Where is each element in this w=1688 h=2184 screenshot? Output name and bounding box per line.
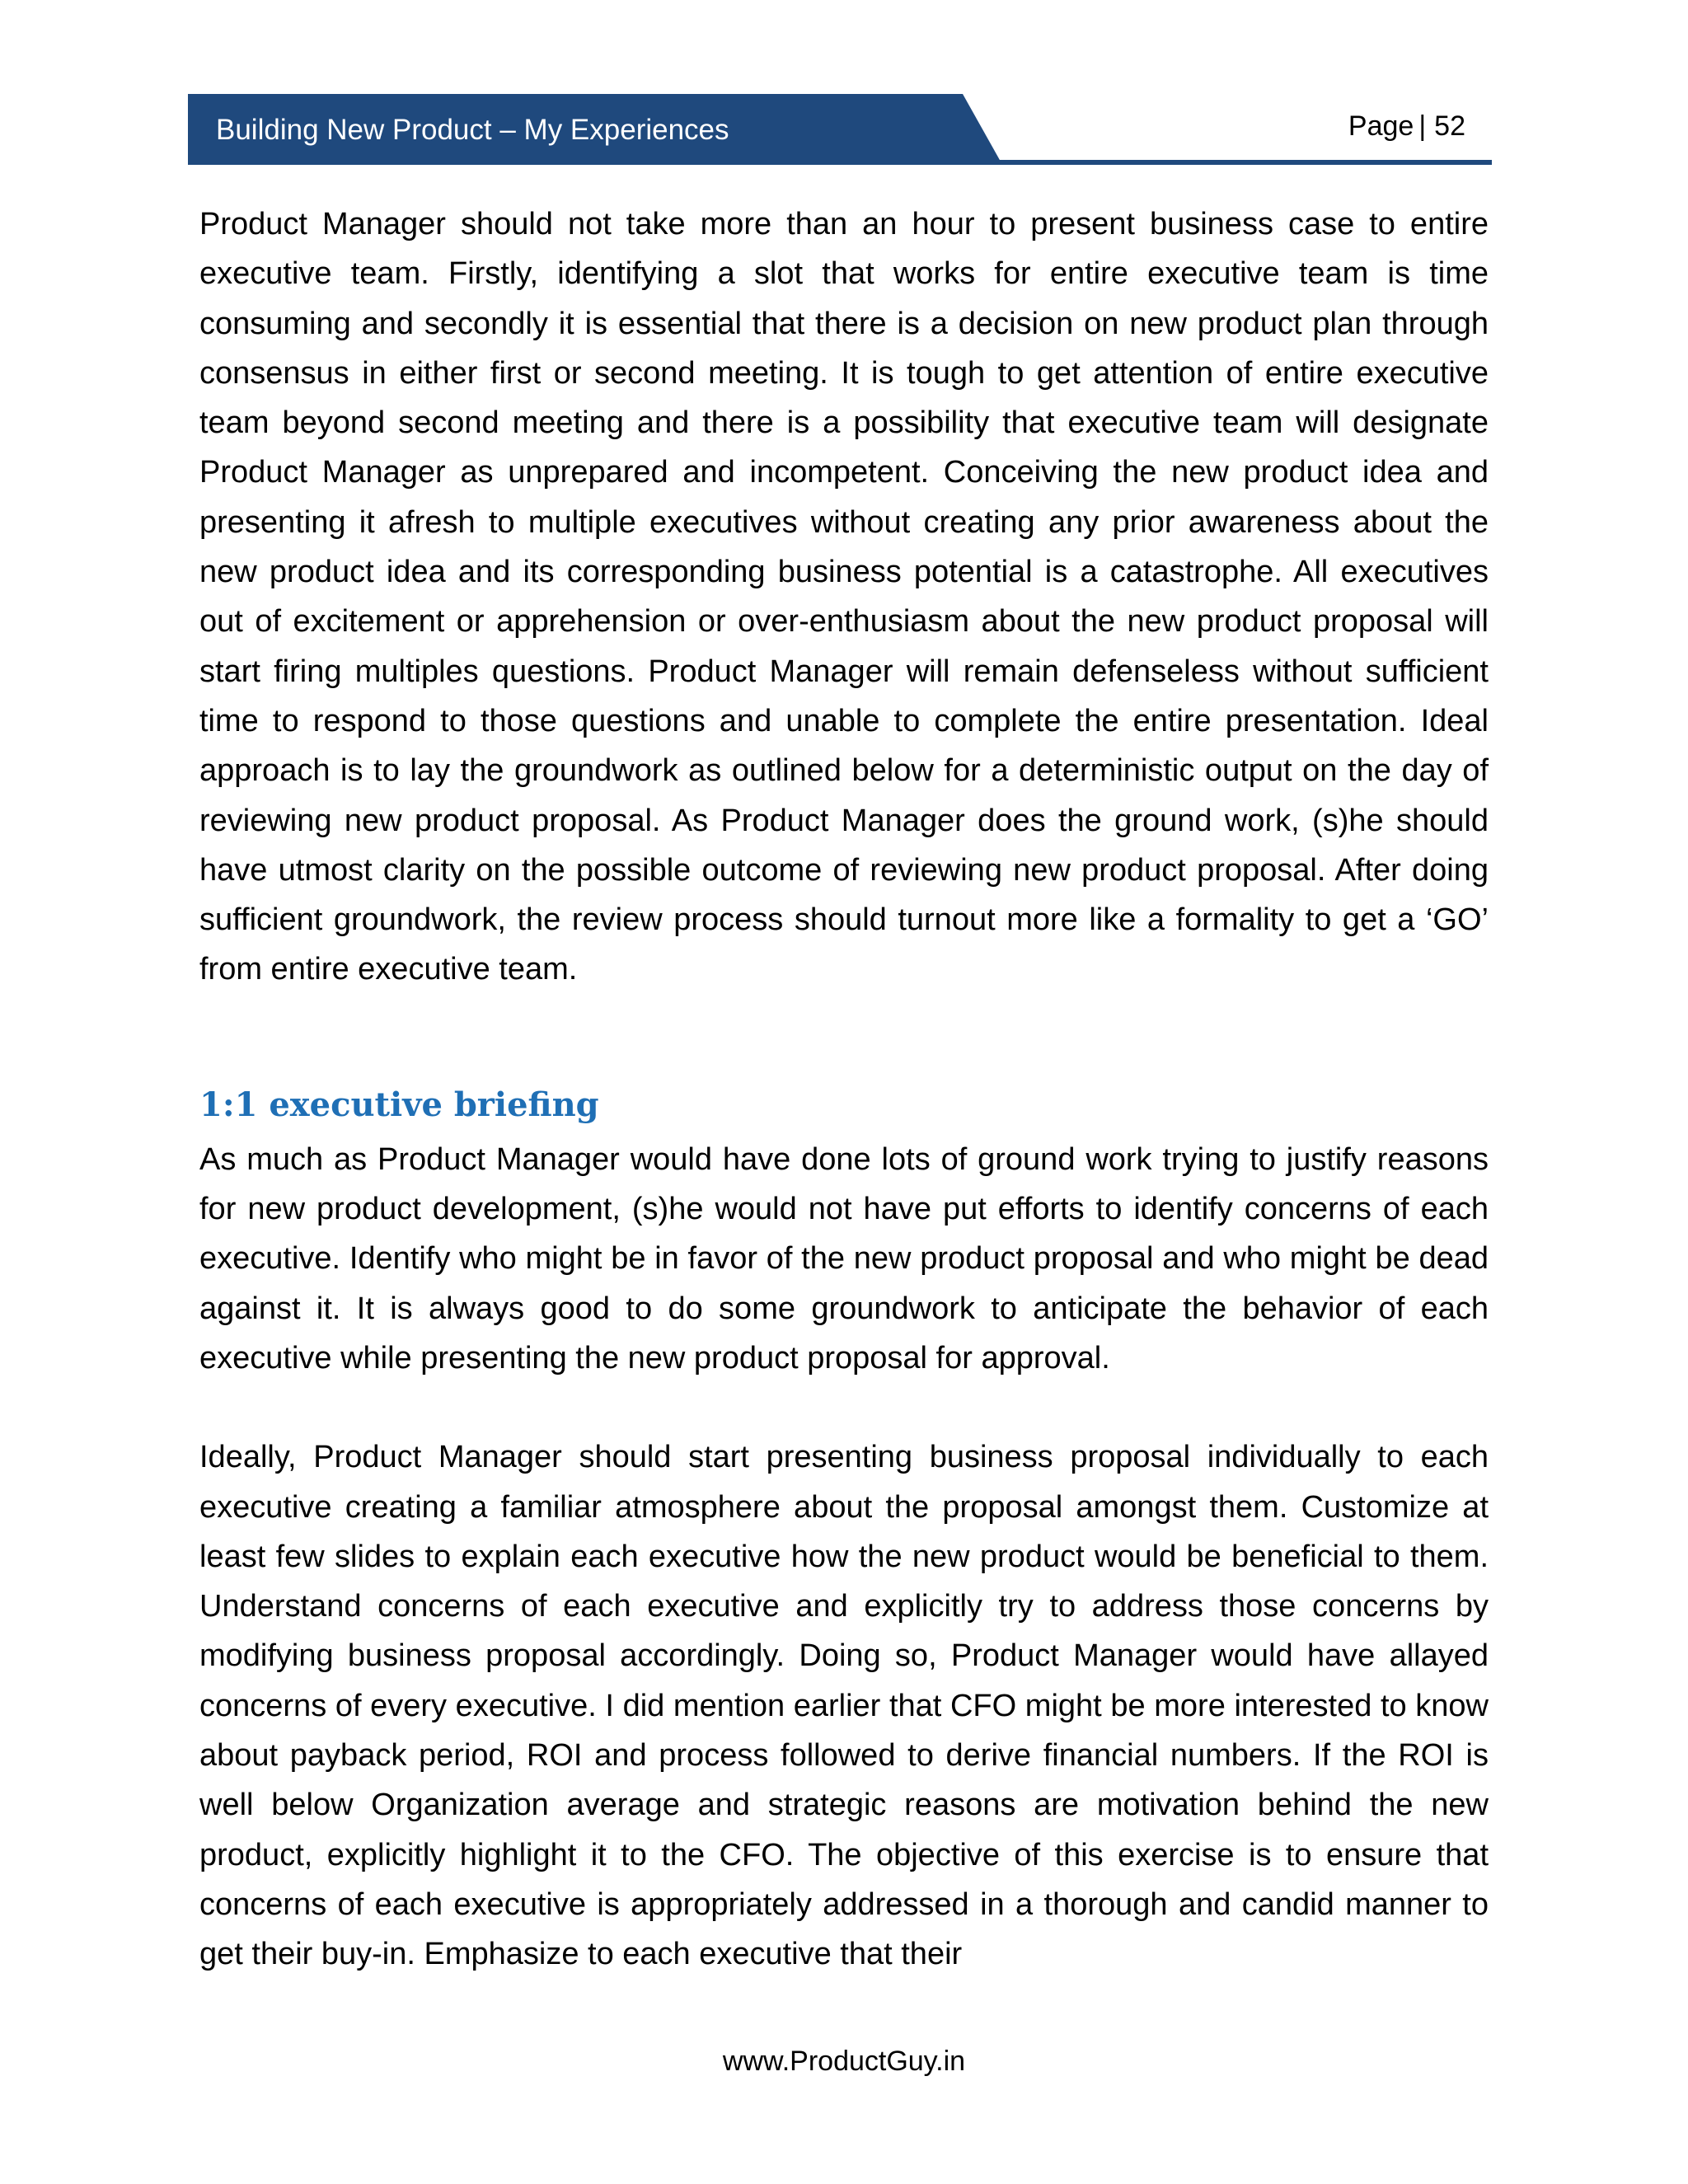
- page-number: 52: [1434, 110, 1465, 142]
- body-paragraph-1: Product Manager should not take more than an hour to present business case to entire executive team. Firstly, identifying a slot that works for entire executive team is time consuming and secondly it is essential that there is a decision on new product plan through consensus in either first or second meeting. It is tough to get attention of entire executive team beyond second meeting and there is a possibility that executive team will designate Product Manager as unprepared and incompetent. Conceiving the new product idea and presenting it afresh to multiple executives without creating any prior awareness about the new product idea and its corresponding business potential is a catastrophe. All executives out of excitement or apprehension or over-enthusiasm about the new product proposal will start firing multiples questions. Product Manager will remain defenseless without sufficient time to respond to those questions and unable to complete the entire presentation. Ideal approach is to lay the groundwork as outlined below for a deterministic output on the day of reviewing new product proposal. As Product Manager does the ground work, (s)he should have utmost clarity on the possible outcome of reviewing new product proposal. After doing sufficient groundwork, the review process should turnout more like a formality to get a ‘GO’ from entire executive team.: [199, 207, 1489, 987]
- body-paragraph-2: As much as Product Manager would have done lots of ground work trying to justify reasons for new product development, (s)he would not have put efforts to identify concerns of each executive. Identify who might be in favor of the new product proposal and who might be dead against it. It is always good to do some groundwork to anticipate the behavior of each executive while presenting the new product proposal for approval.: [199, 1141, 1489, 1376]
- section-heading: 1:1 executive briefing: [199, 1085, 599, 1124]
- page-number-label: [1348, 110, 1465, 143]
- header-title: Building New Product – My Experiences: [216, 114, 729, 146]
- page-header: [188, 94, 1492, 166]
- page-content: [199, 199, 1489, 1980]
- header-underline: [188, 160, 1492, 165]
- body-paragraph-3: Ideally, Product Manager should start presenting business proposal individually to each executive creating a familiar atmosphere about the proposal amongst them. Customize at least few slides to explain each executive how the new product would be beneficial to them. Understand concerns of each executive and explicitly try to address those concerns by modifying business proposal accordingly. Doing so, Product Manager would have allayed concerns of every executive. I did mention earlier that CFO might be more interested to know about payback period, ROI and process followed to derive financial numbers. If the ROI is well below Organization average and strategic reasons are motivation behind the new product, explicitly highlight it to the CFO. The objective of this exercise is to ensure that concerns of each executive is appropriately addressed in a thorough and candid manner to get their buy-in. Emphasize to each executive that their: [199, 1440, 1489, 1972]
- footer-url: www.ProductGuy.in: [722, 2046, 966, 2077]
- page-label-text: Page: [1348, 110, 1414, 142]
- page-separator: |: [1418, 110, 1427, 142]
